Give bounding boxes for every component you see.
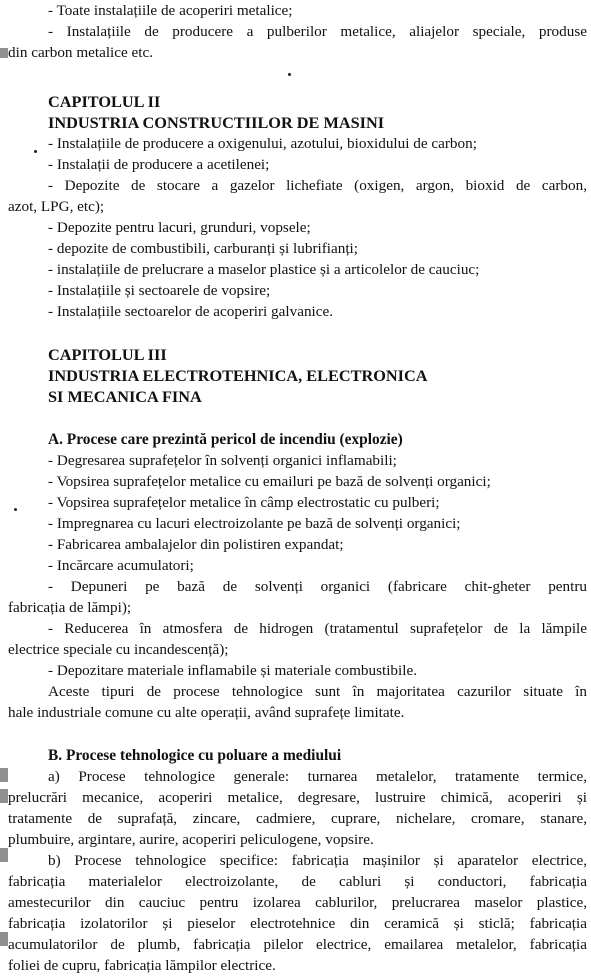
list-item: - Instalațiile de producere a oxigenului, azotului, bioxidului de carbon; <box>48 135 477 152</box>
scan-edge-mark <box>0 848 8 862</box>
paragraph-line: prelucrări mecanice, acoperiri metalice, degresare, lustruire chimică, acoperiri și <box>8 789 587 806</box>
chapter-title: CAPITOLUL II <box>48 92 161 111</box>
chapter-subtitle: INDUSTRIA CONSTRUCTIILOR DE MASINI <box>48 113 385 132</box>
list-item-continuation: electrice speciale cu incandescență); <box>8 641 229 658</box>
paragraph-line: fabricația izolatorilor și pieselor electrotehnice din ceramică și sticlă; fabricația <box>8 915 587 932</box>
list-item: - Depozite pentru lacuri, grunduri, vopsele; <box>48 219 311 236</box>
scan-speck <box>34 150 37 153</box>
paragraph-line: hale industriale comune cu alte operații, având suprafețe limitate. <box>8 704 405 721</box>
list-item: - Fabricarea ambalajelor din polistiren expandat; <box>48 536 344 553</box>
list-item: - Impregnarea cu lacuri electroizolante pe bază de solvenți organici; <box>48 515 461 532</box>
paragraph-line: fabricația materialelor electroizolante, de cabluri și conductori, fabricația <box>8 873 587 890</box>
list-item: - Degresarea suprafețelor în solvenți organici inflamabili; <box>48 452 397 469</box>
chapter-subtitle: INDUSTRIA ELECTROTEHNICA, ELECTRONICA <box>48 366 428 385</box>
scan-speck <box>288 73 291 76</box>
list-item-continuation: azot, LPG, etc); <box>8 198 105 215</box>
scan-speck <box>14 508 17 511</box>
list-item: - Depozitare materiale inflamabile și materiale combustibile. <box>48 662 417 679</box>
list-item: - depozite de combustibili, carburanți și lubrifianți; <box>48 240 358 257</box>
scan-edge-mark <box>0 932 8 946</box>
list-item: - Incărcare acumulatori; <box>48 557 194 574</box>
scan-edge-mark <box>0 789 8 803</box>
paragraph-line: tratamente de suprafață, zincare, cadmiere, cuprare, nichelare, cromare, stanare, <box>8 810 587 827</box>
section-a <box>8 429 587 723</box>
chapter-3 <box>8 344 587 976</box>
section-b <box>8 745 587 976</box>
list-item-continuation: din carbon metalice etc. <box>8 44 154 61</box>
chapter-subtitle: SI MECANICA FINA <box>48 387 202 406</box>
list-item: - Instalațiile și sectoarele de vopsire; <box>48 282 271 299</box>
paragraph-line: acumulatorilor de plumb, fabricația pilelor electrice, emailarea metalelor, fabricația <box>8 936 587 953</box>
list-item: - Vopsirea suprafețelor metalice cu emailuri pe bază de solvenți organici; <box>48 473 491 490</box>
paragraph-line: Aceste tipuri de procese tehnologice sunt în majoritatea cazurilor situate în <box>48 683 587 700</box>
list-item: - Toate instalațiile de acoperiri metalice; <box>48 2 293 19</box>
scan-edge-mark <box>0 768 8 782</box>
list-item: - Depuneri pe bază de solvenți organici (fabricare chit-gheter pentru <box>48 578 587 595</box>
paragraph-line: amestecurilor din cauciuc pentru izolarea cablurilor, prelucrarea maselor plastice, <box>8 894 587 911</box>
list-item: - Vopsirea suprafețelor metalice în câmp electrostatic cu pulberi; <box>48 494 440 511</box>
paragraph-line: plumbuire, argintare, aurire, acoperiri peliculogene, vopsire. <box>8 831 374 848</box>
paragraph-line: b) Procese tehnologice specifice: fabricația mașinilor și aparatelor electrice, <box>48 852 587 869</box>
list-item: - Instalațiile de producere a pulberilor metalice, aliajelor speciale, produse <box>48 23 587 40</box>
paragraph-line: foliei de cupru, fabricația lămpilor electrice. <box>8 957 276 974</box>
chapter-2 <box>8 91 587 322</box>
list-item: - Instalațiile sectoarelor de acoperiri galvanice. <box>48 303 334 320</box>
chapter-title: CAPITOLUL III <box>48 345 167 364</box>
section-heading: B. Procese tehnologice cu poluare a mediului <box>48 747 342 764</box>
paragraph-line: a) Procese tehnologice generale: turnarea metalelor, tratamente termice, <box>48 768 587 785</box>
list-item: - instalațiile de prelucrare a maselor plastice și a articolelor de cauciuc; <box>48 261 480 278</box>
list-item: - Instalații de producere a acetilenei; <box>48 156 270 173</box>
scan-edge-mark <box>0 48 8 58</box>
top-fragment <box>8 0 587 63</box>
list-item-continuation: fabricația de lămpi); <box>8 599 132 616</box>
list-item: - Depozite de stocare a gazelor lichefiate (oxigen, argon, bioxid de carbon, <box>48 177 587 194</box>
section-heading: A. Procese care prezintă pericol de incendiu (explozie) <box>48 431 403 448</box>
list-item: - Reducerea în atmosfera de hidrogen (tratamentul suprafețelor de la lămpile <box>48 620 587 637</box>
